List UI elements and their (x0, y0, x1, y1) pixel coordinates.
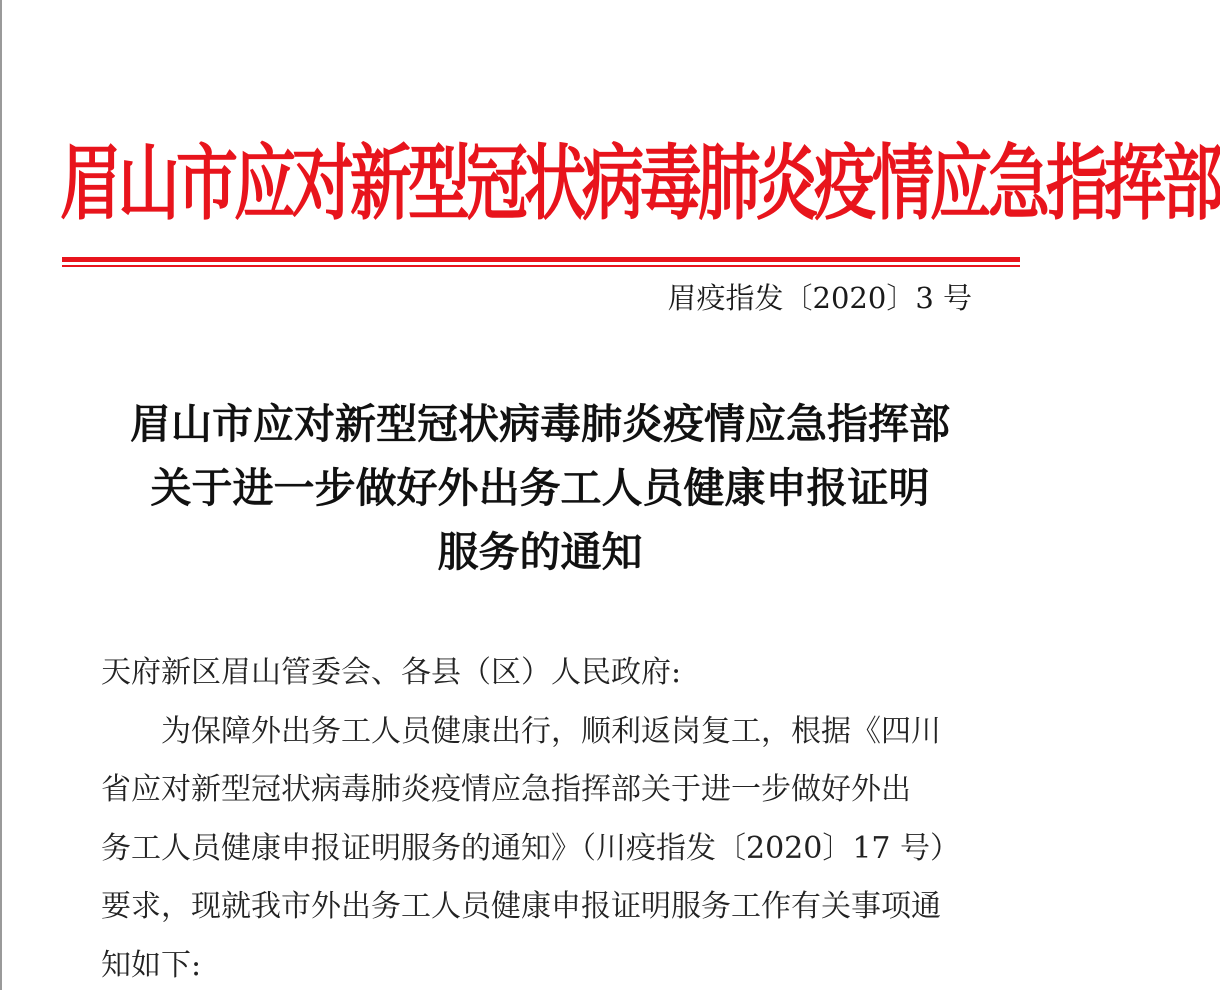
document-body (101, 644, 981, 995)
document-title (60, 392, 1020, 584)
title-line: 眉山市应对新型冠状病毒肺炎疫情应急指挥部 (60, 392, 1020, 456)
body-line: 为保障外出务工人员健康出行，顺利返岗复工，根据《四川 (101, 703, 981, 762)
body-line: 知如下: (101, 937, 981, 995)
addressee: 天府新区眉山管委会、各县（区）人民政府: (101, 644, 981, 703)
page-edge (0, 0, 2, 990)
document-number: 眉疫指发〔2020〕3 号 (668, 278, 972, 318)
body-line: 要求，现就我市外出务工人员健康申报证明服务工作有关事项通 (101, 878, 981, 937)
title-line: 服务的通知 (60, 520, 1020, 584)
title-line: 关于进一步做好外出务工人员健康申报证明 (60, 456, 1020, 520)
body-line: 省应对新型冠状病毒肺炎疫情应急指挥部关于进一步做好外出 (101, 761, 981, 820)
masthead-title: 眉山市应对新型冠状病毒肺炎疫情应急指挥部 (60, 118, 1020, 250)
red-divider-thick (62, 257, 1020, 262)
red-divider-thin (62, 265, 1020, 267)
body-line: 务工人员健康申报证明服务的通知》（川疫指发〔2020〕17 号） (101, 820, 981, 879)
